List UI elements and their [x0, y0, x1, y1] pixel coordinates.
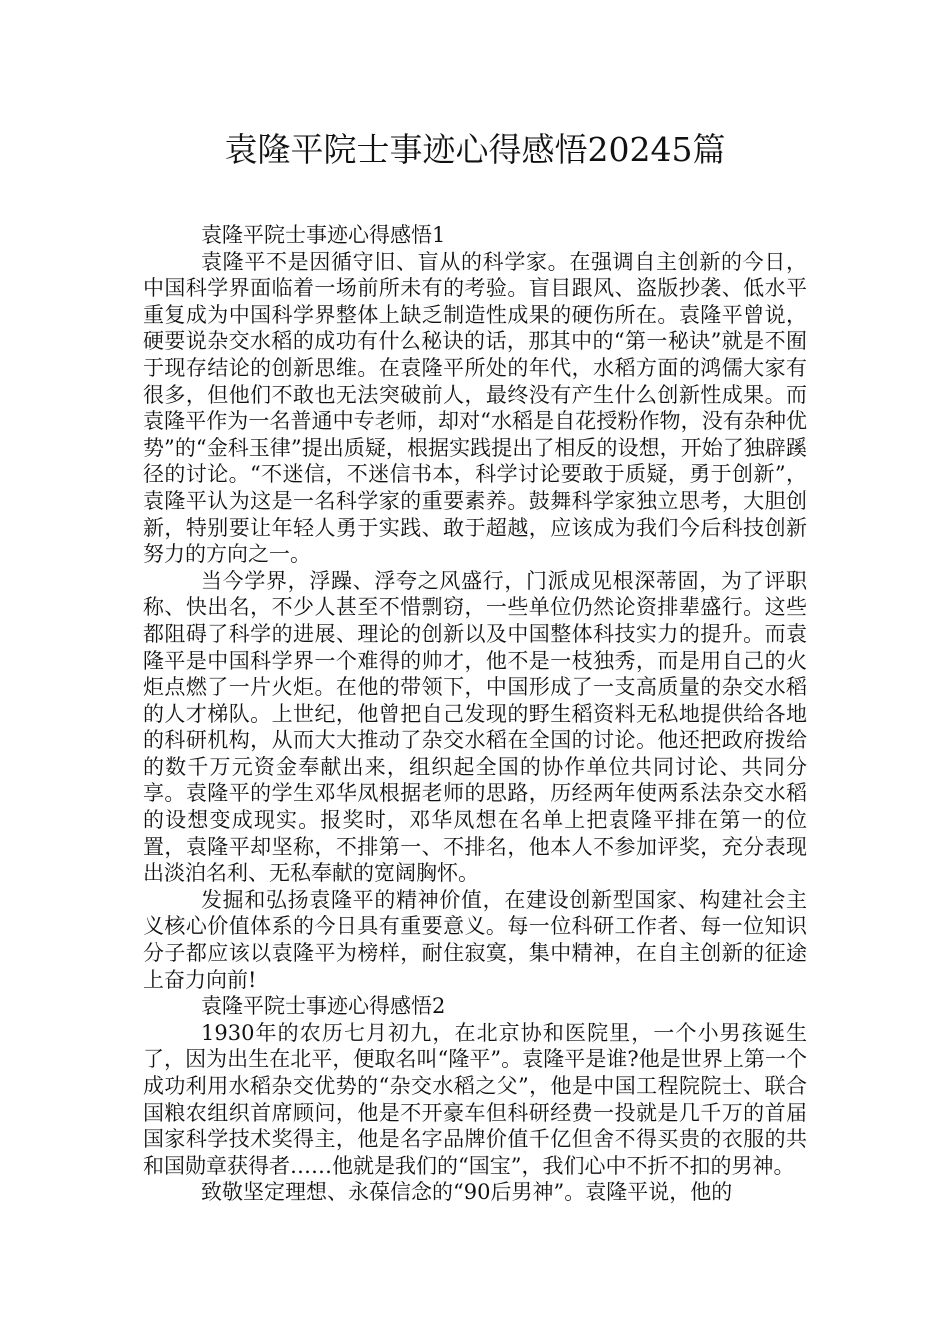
page-title: 袁隆平院士事迹心得感悟20245篇: [224, 130, 726, 169]
document-body: [143, 222, 807, 1206]
section-heading: 袁隆平院士事迹心得感悟2: [201, 994, 446, 1019]
paragraph: 当今学界，浮躁、浮夸之风盛行，门派成见根深蒂固，为了评职称、快出名，不少人甚至不惜剽窃，一些单位仍然论资排辈盛行。这些都阻碍了科学的进展、理论的创新以及中国整体科技实力的提升。而袁隆平是中国科学界一个难得的帅才，他不是一枝独秀，而是用自己的火炬点燃了一片火炬。在他的带领下，中国形成了一支高质量的杂交水稻的人才梯队。上世纪，他曾把自己发现的野生稻资料无私地提供给各地的科研机构，从而大大推动了杂交水稻在全国的讨论。他还把政府拨给的数千万元资金奉献出来，组织起全国的协作单位共同讨论、共同分享。袁隆平的学生邓华凤根据老师的思路，历经两年使两系法杂交水稻的设想变成现实。报奖时，邓华凤想在名单上把袁隆平排在第一的位置，袁隆平却坚称，不排第一、不排名，他本人不参加评奖，充分表现出淡泊名利、无私奉献的宽阔胸怀。: [143, 568, 807, 886]
paragraph: 袁隆平不是因循守旧、盲从的科学家。在强调自主创新的今日，中国科学界面临着一场前所未有的考验。盲目跟风、盗版抄袭、低水平重复成为中国科学界整体上缺乏制造性成果的硬伤所在。袁隆平曾说，硬要说杂交水稻的成功有什么秘诀的话，那其中的“第一秘诀”就是不囿于现存结论的创新思维。在袁隆平所处的年代，水稻方面的鸿儒大家有很多，但他们不敢也无法突破前人，最终没有产生什么创新性成果。而袁隆平作为一名普通中专老师，却对“水稻是自花授粉作物，没有杂种优势”的“金科玉律”提出质疑，根据实践提出了相反的设想，开始了独辟蹊径的讨论。“不迷信，不迷信书本，科学讨论要敢于质疑，勇于创新”，袁隆平认为这是一名科学家的重要素养。鼓舞科学家独立思考，大胆创新，特别要让年轻人勇于实践、敢于超越，应该成为我们今后科技创新努力的方向之一。: [143, 249, 807, 567]
section-heading: 袁隆平院士事迹心得感悟1: [201, 223, 446, 247]
paragraph: 致敬坚定理想、永葆信念的“90后男神”。袁隆平说，他的: [201, 1180, 733, 1205]
paragraph: 发掘和弘扬袁隆平的精神价值，在建设创新型国家、构建社会主义核心价值体系的今日具有重要意义。每一位科研工作者、每一位知识分子都应该以袁隆平为榜样，耐住寂寞，集中精神，在自主创新的征途上奋力向前!: [143, 887, 807, 992]
paragraph: 1930年的农历七月初九，在北京协和医院里，一个小男孩诞生了，因为出生在北平，便取名叫“隆平”。袁隆平是谁?他是世界上第一个成功利用水稻杂交优势的“杂交水稻之父”，他是中国工程院院士、联合国粮农组织首席顾问，他是不开豪车但科研经费一投就是几千万的首届国家科学技术奖得主，他是名字品牌价值千亿但舍不得买贵的衣服的共和国勋章获得者……他就是我们的“国宝”，我们心中不折不扣的男神。: [143, 1020, 807, 1178]
